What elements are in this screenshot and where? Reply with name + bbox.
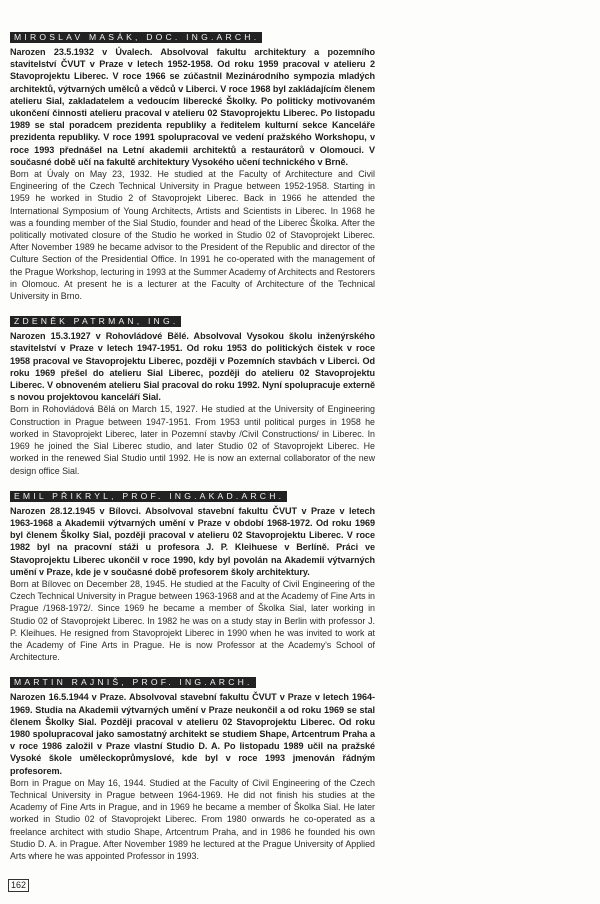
czech-bio: Narozen 28.12.1945 v Bílovci. Absolvoval stavební fakultu ČVUT v Praze v letech 1963-1968 a Akademii výtvarných umění v Praze v období 1968-1972. Od roku 1969 byl členem Školky Sial, později pracoval v atelieru 02 Stavoprojektu Liberec. V roce 1982 byl na pracovní stáži u profesora J. P. Kleihuese v Berlíně. Práci ve Stavoprojektu Liberec ukončil v roce 1990, kdy byl povolán na Akademii výtvarných umění v Praze, kde je v současné době profesorem školy architektury. — [10, 505, 375, 577]
czech-bio: Narozen 15.3.1927 v Rohovládové Bělé. Absolvoval Vysokou školu inženýrského stavitelství v Praze v letech 1947-1951. Od roku 1953 do politických čistek v roce 1958 pracoval ve Stavoprojektu Liberec, později v Pozemních stavbách v Liberci. Od roku 1969 přešel do atelieru Sial Liberec, později do atelieru 02 Stavoprojektu Liberec. V obnoveném atelieru Sial pracoval do roku 1992. Nyní spolupracuje externě s novou projektovou kanceláří Sial. — [10, 331, 375, 403]
english-bio: Born in Rohovládová Bělá on March 15, 1927. He studied at the University of Engineering Construction in Prague between 1947-1951. From 1953 until political purges in 1958 he worked in Stavoprojekt Liberec, later in Pozemní stavby /Civil Constructions/ in Liberec. In 1969 he joined the Sial Liberec studio, and later Studio 02 of Stavoprojekt Liberec. He worked in the renewed Sial Studio until 1992. He is now an external collaborator of the new design office Sial. — [10, 404, 375, 476]
bio-section-prikryl — [10, 486, 375, 664]
name-header: EMIL PŘIKRYL, PROF. ING.AKAD.ARCH. — [10, 491, 287, 502]
name-header: ZDENĚK PATRMAN, ING. — [10, 316, 181, 327]
bio-section-patrman — [10, 311, 375, 476]
name-header: MIROSLAV MASÁK, DOC. ING.ARCH. — [10, 32, 262, 43]
bio-section-rajnis — [10, 672, 375, 862]
bio-section-masak — [10, 27, 375, 302]
name-header: MARTIN RAJNIŠ, PROF. ING.ARCH. — [10, 677, 256, 688]
page-spacer — [0, 871, 600, 879]
page-number: 162 — [8, 879, 29, 892]
czech-bio: Narozen 23.5.1932 v Úvalech. Absolvoval fakultu architektury a pozemního stavitelství ČVUT v Praze v letech 1952-1958. Od roku 1959 pracoval v atelieru 2 Stavoprojektu Liberec. V roce 1966 se zúčastnil Mezinárodního sympozia mladých architektů, výtvarných umělců a vědců v Liberci. V roce 1968 byl zakládajícím členem atelieru Sial, zakladatelem a vedoucím liberecké Školky. Po politicky motivovaném ukončení činnosti atelieru pracoval v atelieru 02 Stavoprojektu Liberec. Po listopadu 1989 se stal poradcem prezidenta republiky a ředitelem kulturní sekce Kanceláře prezidenta republiky. V roce 1991 spolupracoval ve vedení pražského Workshopu, v roce 1993 přednášel na Letní akademii architektů a restaurátorů v Olomouci. V současné době učí na fakultě architektury Vysokého učení technického v Brně. — [10, 47, 375, 167]
english-bio: Born in Prague on May 16, 1944. Studied at the Faculty of Civil Engineering of the Czech Technical University in Prague between 1964-1969. He did not finish his studies at the Academy of Fine Arts in Prague, and in 1969 he became a member of Školka Sial. He later worked in Studio 02 of Stavoprojekt Liberec. From 1980 onwards he co-operated as a freelance architect with studio Shape, Artcentrum Praha, and in 1986 he founded his own Studio D. A. in Prague. After November 1989 he lectured at the Prague University of Applied Arts where he was appointed Professor in 1993. — [10, 777, 375, 861]
english-bio: Born at Bílovec on December 28, 1945. He studied at the Faculty of Civil Engineering of the Czech Technical University in Prague between 1963-1968 and at the Academy of Fine Arts in Prague /1968-1972/. Since 1969 he became a member of Školka Sial, later working in Studio 02 of Stavoprojekt Liberec. In 1982 he was on a study stay in Berlin with professor J. P. Kleihues. He resigned from Stavoprojekt Liberec in 1990 when he was invited to work at the Academy of Fine Arts in Prague. He is now Professor at the Academy's School of Architecture. — [10, 578, 375, 663]
english-bio: Born at Úvaly on May 23, 1932. He studied at the Faculty of Architecture and Civil Engineering of the Czech Technical University in Prague between 1952-1958. Starting in 1959 he worked in Studio 2 of Stavoprojekt Liberec. Back in 1966 he attended the International Symposium of Young Architects, Artists and Scientists in Liberec. In 1968 he was a founding member of the Sial Studio, founder and head of the Liberec Školka. After the politically motivated closure of the Studio he worked in Studio 02 of Stavoprojekt Liberec. After November 1989 he became advisor to the President of the Republic and director of the Culture Section of the Presidential Office. In 1991 he co-operated with the management of the Prague Workshop, lecturing in 1993 at the Summer Academy of Architects and Restorers in Olomouc. At present he is a lecturer at the Faculty of Architecture of the Technical University in Brno. — [10, 169, 375, 302]
czech-bio: Narozen 16.5.1944 v Praze. Absolvoval stavební fakultu ČVUT v Praze v letech 1964-1969. Studia na Akademii výtvarných umění v Praze neukončil a od roku 1969 se stal členem Školky Sial. Později pracoval v atelieru 02 Stavoprojektu Liberec. Od roku 1980 spolupracoval jako samostatný architekt se studiem Shape, Artcentrum Praha a v roce 1986 založil v Praze vlastní Studio D. A. Po listopadu 1989 učil na pražské Vysoké škole uměleckoprůmyslové, kde byl v roce 1993 jmenován řádným profesorem. — [10, 692, 375, 776]
